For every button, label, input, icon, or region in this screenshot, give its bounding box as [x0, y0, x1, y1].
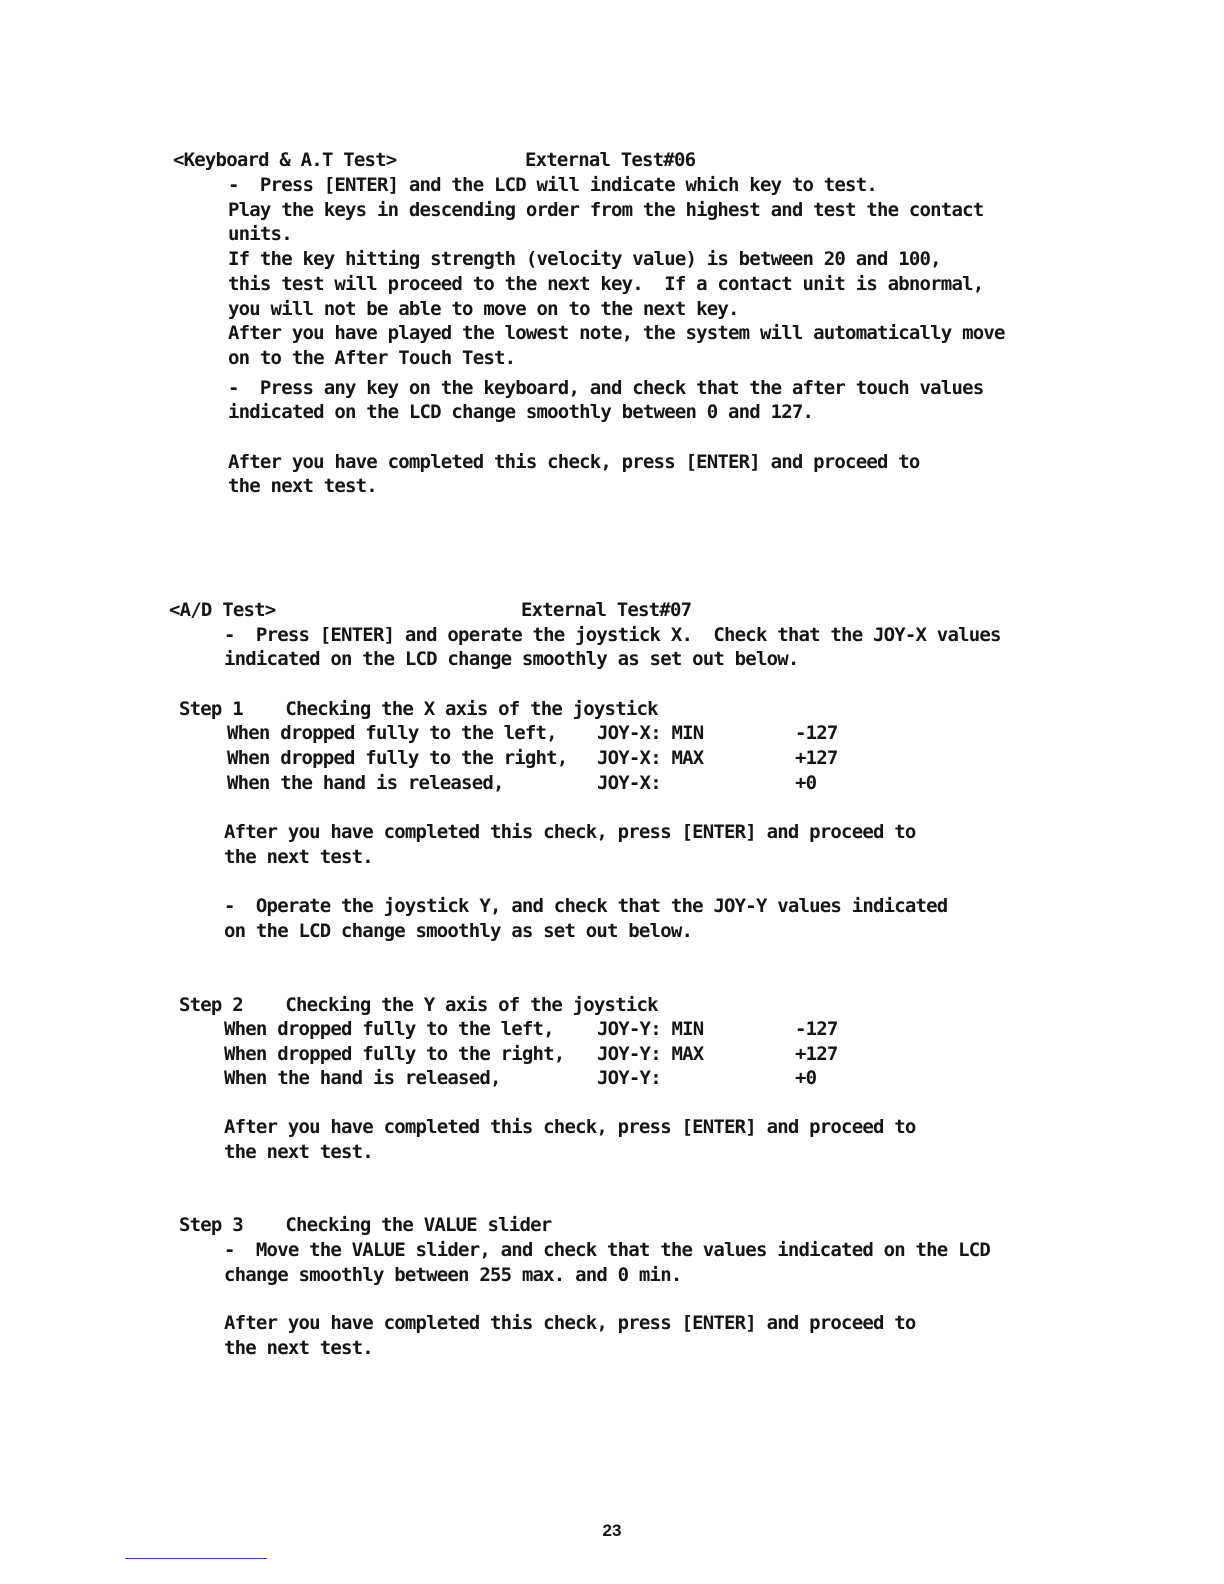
footer-rule [125, 1558, 267, 1559]
step3-after-line: After you have completed this check, press [ENTER] and proceed to [224, 1312, 916, 1334]
step1-row1-param: JOY-X: MIN [597, 722, 704, 744]
kbd-after-line: After you have completed this check, press [ENTER] and proceed to [228, 451, 920, 473]
step2-row3-value: +0 [795, 1067, 817, 1089]
step1-row1-condition: When dropped fully to the left, [227, 722, 557, 744]
y-intro-line: - Operate the joystick Y, and check that the JOY-Y values indicated [224, 895, 948, 917]
step2-row1-condition: When dropped fully to the left, [224, 1018, 554, 1040]
kbd-line: on to the After Touch Test. [228, 347, 516, 369]
step1-row1-value: -127 [795, 722, 838, 744]
step3-line: - Move the VALUE slider, and check that the values indicated on the LCD [224, 1239, 991, 1261]
kbd-line: If the key hitting strength (velocity value) is between 20 and 100, [228, 248, 941, 270]
step2-row3-condition: When the hand is released, [224, 1067, 501, 1089]
step3-line: change smoothly between 255 max. and 0 min. [224, 1264, 682, 1286]
step1-row3-value: +0 [795, 772, 817, 794]
step1-row2-param: JOY-X: MAX [597, 747, 704, 769]
kbd-line: you will not be able to move on to the next key. [228, 298, 739, 320]
kbd-line: After you have played the lowest note, the system will automatically move [228, 322, 1005, 344]
kbd-line: - Press any key on the keyboard, and check that the after touch values [228, 377, 984, 399]
step2-after-line: After you have completed this check, press [ENTER] and proceed to [224, 1116, 916, 1138]
step1-after-line: the next test. [224, 846, 373, 868]
kbd-line: this test will proceed to the next key. If a contact unit is abnormal, [228, 273, 984, 295]
step1-row3-param: JOY-X: [597, 772, 661, 794]
ad-test-number: External Test#07 [521, 599, 692, 621]
step2-row1-value: -127 [795, 1018, 838, 1040]
step1-row2-condition: When dropped fully to the right, [227, 747, 568, 769]
ad-intro-line: - Press [ENTER] and operate the joystick X. Check that the JOY-X values [224, 624, 1001, 646]
kbd-line: Play the keys in descending order from the highest and test the contact [228, 199, 984, 221]
step1-row2-value: +127 [795, 747, 838, 769]
step1-heading: Step 1 Checking the X axis of the joystick [179, 698, 658, 720]
step1-row3-condition: When the hand is released, [227, 772, 504, 794]
step2-row3-param: JOY-Y: [597, 1067, 661, 1089]
ad-test-title: <A/D Test> [169, 599, 276, 621]
kbd-after-line: the next test. [228, 475, 377, 497]
kbd-test-title: <Keyboard & A.T Test> [173, 149, 397, 171]
step1-after-line: After you have completed this check, press [ENTER] and proceed to [224, 821, 916, 843]
step3-heading: Step 3 Checking the VALUE slider [179, 1214, 552, 1236]
page-number: 23 [602, 1521, 622, 1540]
ad-intro-line: indicated on the LCD change smoothly as set out below. [224, 648, 799, 670]
step2-row2-value: +127 [795, 1043, 838, 1065]
step2-heading: Step 2 Checking the Y axis of the joystick [179, 994, 658, 1016]
step2-after-line: the next test. [224, 1141, 373, 1163]
step2-row2-param: JOY-Y: MAX [597, 1043, 704, 1065]
kbd-line: - Press [ENTER] and the LCD will indicate which key to test. [228, 174, 877, 196]
y-intro-line: on the LCD change smoothly as set out below. [224, 920, 693, 942]
step2-row1-param: JOY-Y: MIN [597, 1018, 704, 1040]
kbd-line: indicated on the LCD change smoothly between 0 and 127. [228, 401, 814, 423]
step3-after-line: the next test. [224, 1337, 373, 1359]
kbd-line: units. [228, 223, 292, 245]
step2-row2-condition: When dropped fully to the right, [224, 1043, 565, 1065]
kbd-test-number: External Test#06 [525, 149, 696, 171]
